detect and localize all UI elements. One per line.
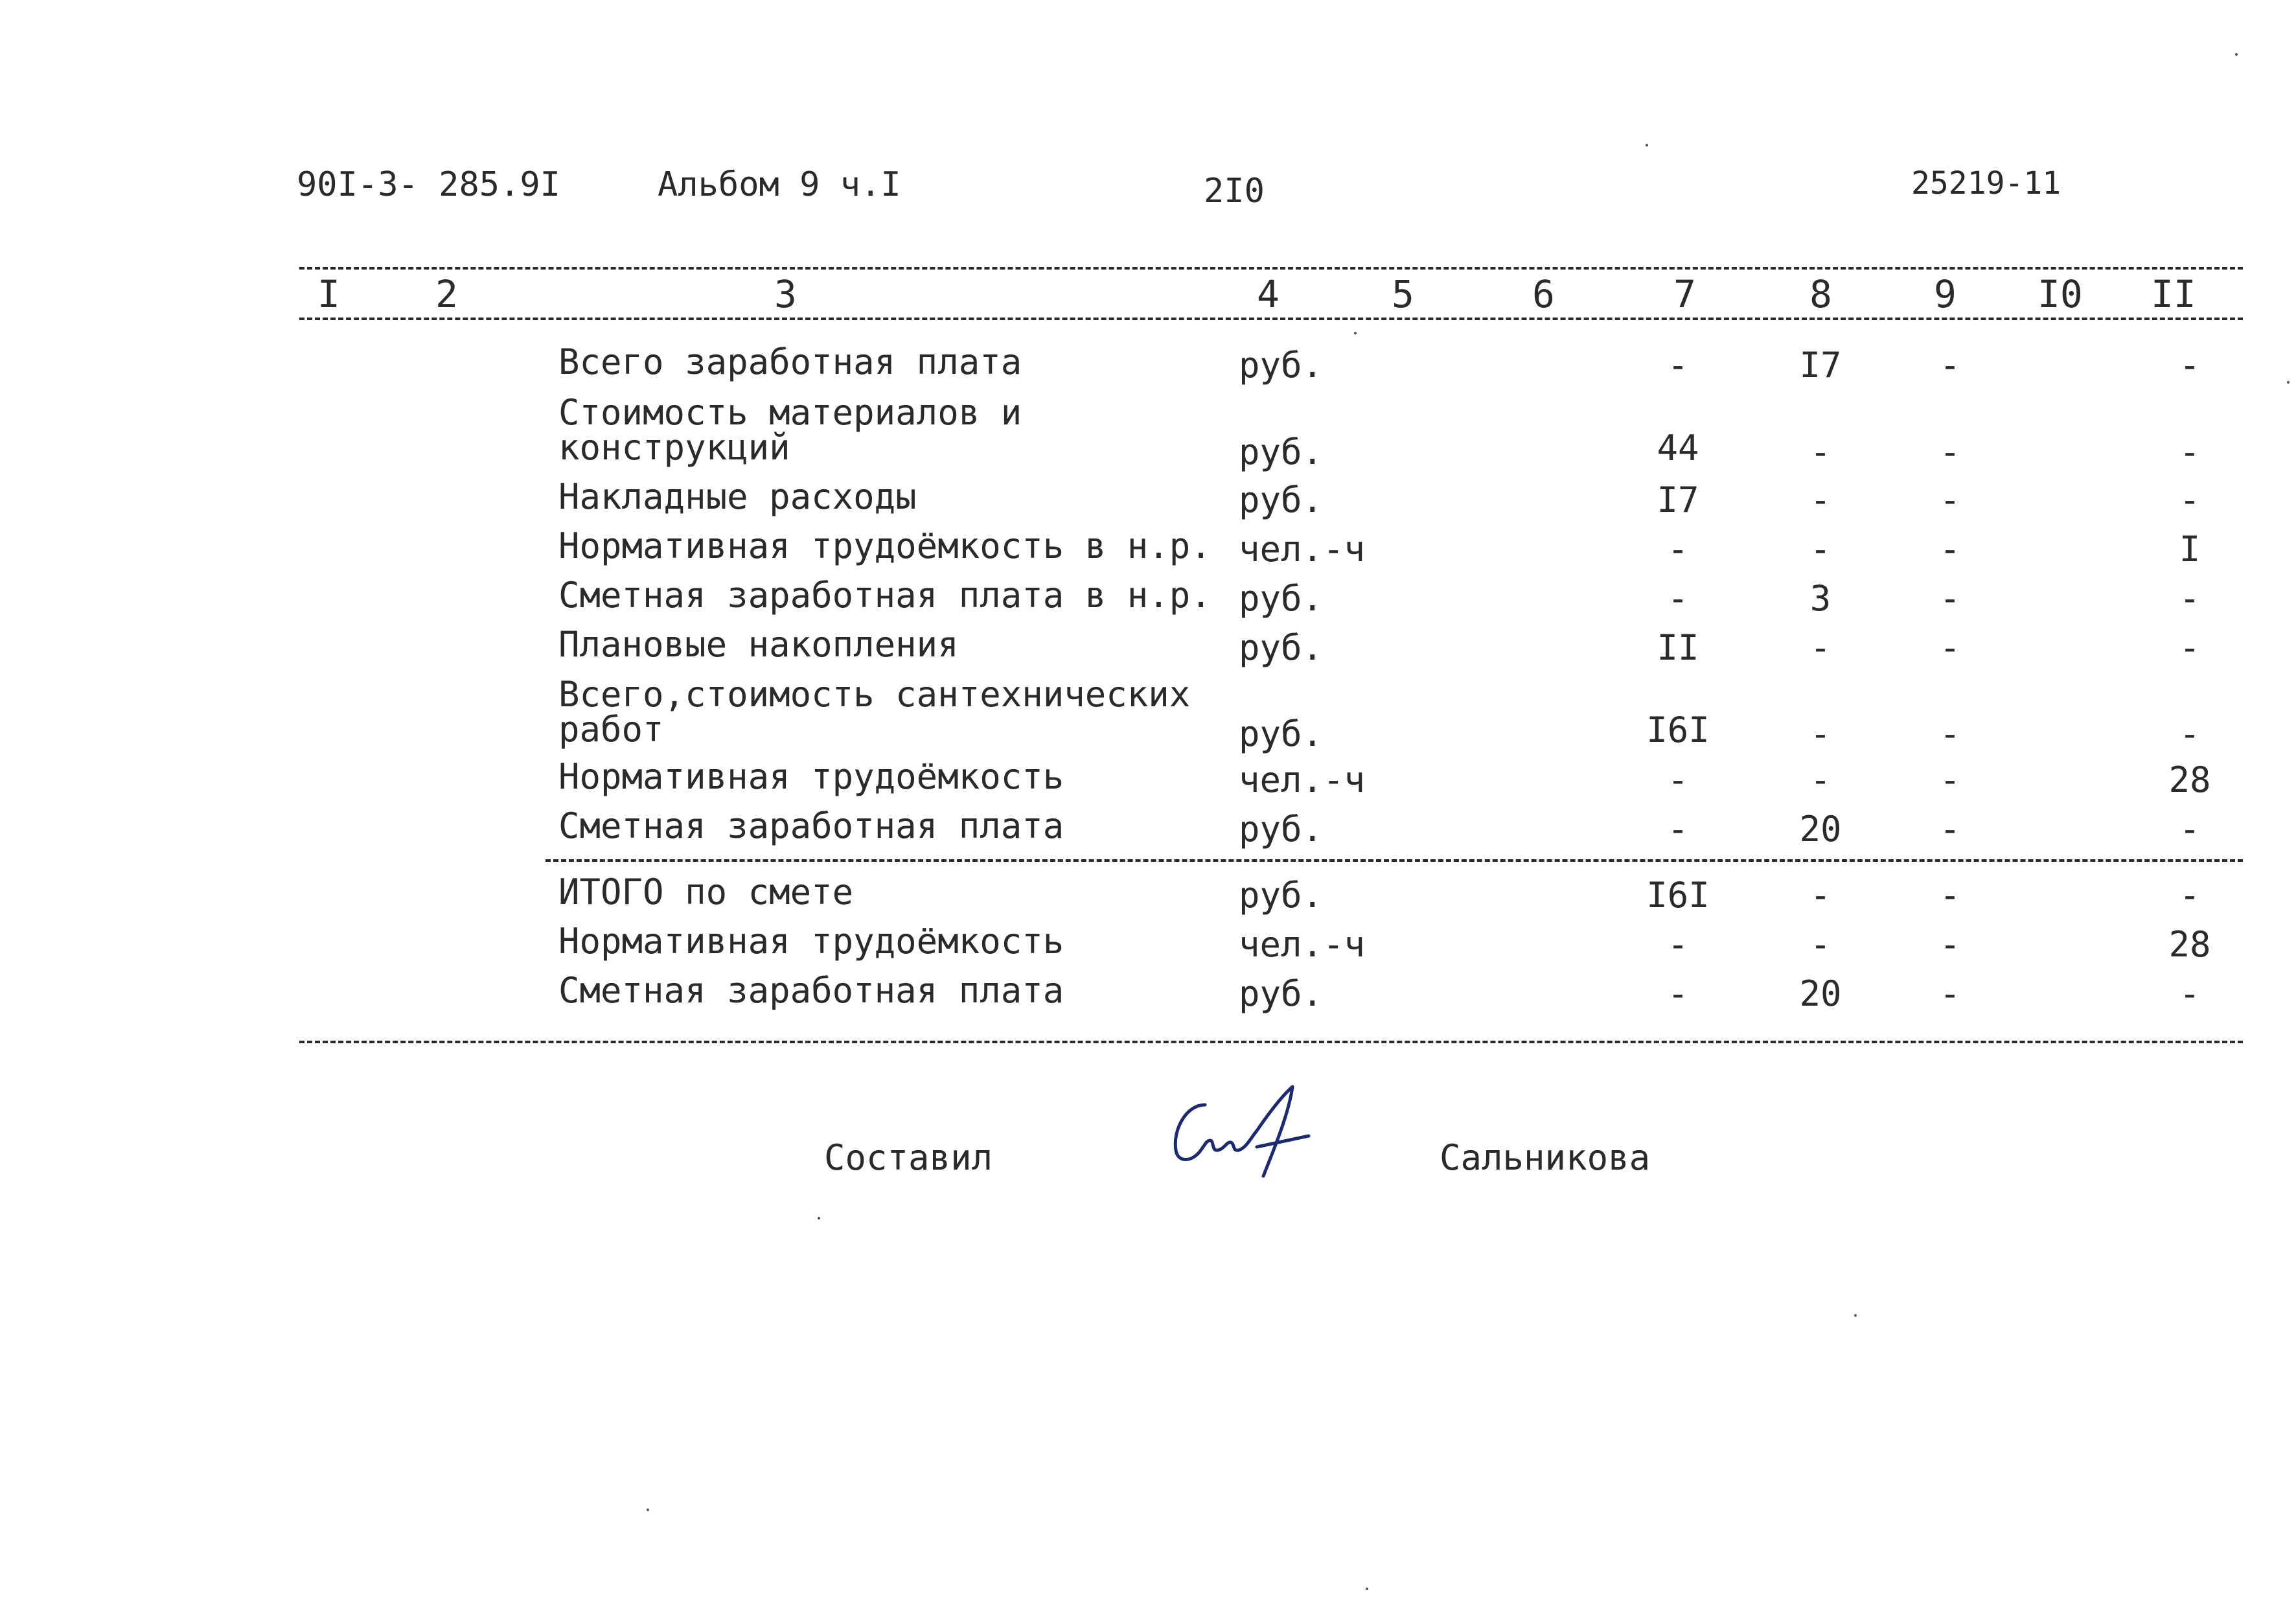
cell-col11: - [2179,480,2201,520]
cell-col11: - [2179,345,2201,386]
scan-speck [2287,381,2290,384]
cell-col9: - [1939,345,1961,386]
cell-col7: - [1667,759,1689,800]
signature [1160,1079,1328,1189]
scan-speck [818,1217,820,1220]
row-name: Нормативная трудоёмкость в н.р. [558,526,1211,566]
cell-col11: - [2179,432,2201,472]
row-name: Стоимость материалов и конструкций [558,392,1022,468]
row-name: ИТОГО по смете [558,872,854,912]
cell-col8: 20 [1799,809,1842,850]
column-number: I0 [2038,272,2083,316]
cell-col9: - [1939,480,1961,520]
cell-col9: - [1939,627,1961,668]
cell-col11: - [2179,973,2201,1014]
row-unit: чел.-ч [1239,924,1366,965]
column-number: I [317,272,340,316]
row-unit: чел.-ч [1239,529,1366,570]
cell-col8: - [1809,713,1831,754]
row-unit: руб. [1239,875,1324,916]
cell-col8: I7 [1799,345,1842,386]
cell-col7: - [1667,578,1689,619]
row-name: Нормативная трудоёмкость [558,756,1064,797]
page-number: 2I0 [1204,172,1265,211]
cell-col11: - [2179,809,2201,850]
header-top-rule [299,267,2243,270]
cell-col11: 28 [2168,924,2211,965]
row-name: Всего заработная плата [558,341,1022,382]
cell-col7: 44 [1657,428,1699,468]
column-number: 2 [435,272,458,316]
cell-col9: - [1939,578,1961,619]
column-number: 7 [1673,272,1696,316]
row-unit: руб. [1239,345,1324,386]
scan-speck [1366,1588,1368,1590]
cell-col9: - [1939,529,1961,570]
cell-col8: - [1809,627,1831,668]
cell-col9: - [1939,713,1961,754]
cell-col7: - [1667,529,1689,570]
cell-col8: 3 [1809,578,1831,619]
table-bottom-rule [299,1041,2243,1043]
cell-col8: - [1809,924,1831,965]
cell-col7: I7 [1657,480,1699,520]
cell-col9: - [1939,924,1961,965]
cell-col8: 20 [1799,973,1842,1014]
scan-speck [1646,144,1648,146]
archive-number: 25219-11 [1911,165,2061,202]
cell-col9: - [1939,973,1961,1014]
row-unit: руб. [1239,713,1324,754]
album-label: Альбом 9 ч.I [658,165,901,204]
row-name: Сметная заработная плата [558,805,1064,846]
row-unit: руб. [1239,432,1324,472]
cell-col8: - [1809,432,1831,472]
compiler-name: Сальникова [1440,1137,1651,1178]
column-number: 6 [1532,272,1555,316]
row-unit: руб. [1239,809,1324,850]
cell-col7: II [1657,627,1699,668]
cell-col8: - [1809,875,1831,916]
scan-speck [647,1509,649,1511]
row-name: Сметная заработная плата [558,970,1064,1011]
cell-col8: - [1809,480,1831,520]
cell-col7: - [1667,973,1689,1014]
scan-speck [1354,332,1357,334]
cell-col11: - [2179,627,2201,668]
row-name: Сметная заработная плата в н.р. [558,575,1211,616]
row-name: Всего,стоимость сантехнических работ [558,674,1191,750]
cell-col8: - [1809,759,1831,800]
header-bottom-rule [299,318,2243,320]
cell-col7: - [1667,924,1689,965]
scan-speck [1854,1314,1857,1317]
cell-col7: - [1667,809,1689,850]
cell-col11: 28 [2168,759,2211,800]
row-name: Плановые накопления [558,624,959,665]
cell-col9: - [1939,759,1961,800]
row-name: Нормативная трудоёмкость [558,921,1064,962]
cell-col11: I [2179,529,2201,570]
row-unit: руб. [1239,480,1324,520]
column-number: 8 [1809,272,1832,316]
row-unit: руб. [1239,578,1324,619]
cell-col11: - [2179,578,2201,619]
column-number: 3 [774,272,797,316]
cell-col9: - [1939,875,1961,916]
cell-col11: - [2179,713,2201,754]
cell-col8: - [1809,529,1831,570]
document-code: 90I-3- 285.9I [297,165,560,204]
column-number: II [2151,272,2196,316]
row-name: Накладные расходы [558,476,917,517]
row-unit: чел.-ч [1239,759,1366,800]
column-number: 4 [1257,272,1280,316]
totals-separator [545,859,2243,862]
scan-speck [2235,53,2238,56]
cell-col7: - [1667,345,1689,386]
row-unit: руб. [1239,627,1324,668]
column-number: 5 [1392,272,1414,316]
cell-col9: - [1939,809,1961,850]
compiled-label: Составил [824,1137,993,1178]
row-unit: руб. [1239,973,1324,1014]
cell-col7: I6I [1646,710,1710,750]
cell-col11: - [2179,875,2201,916]
column-number: 9 [1934,272,1957,316]
cell-col9: - [1939,432,1961,472]
cell-col7: I6I [1646,875,1710,916]
